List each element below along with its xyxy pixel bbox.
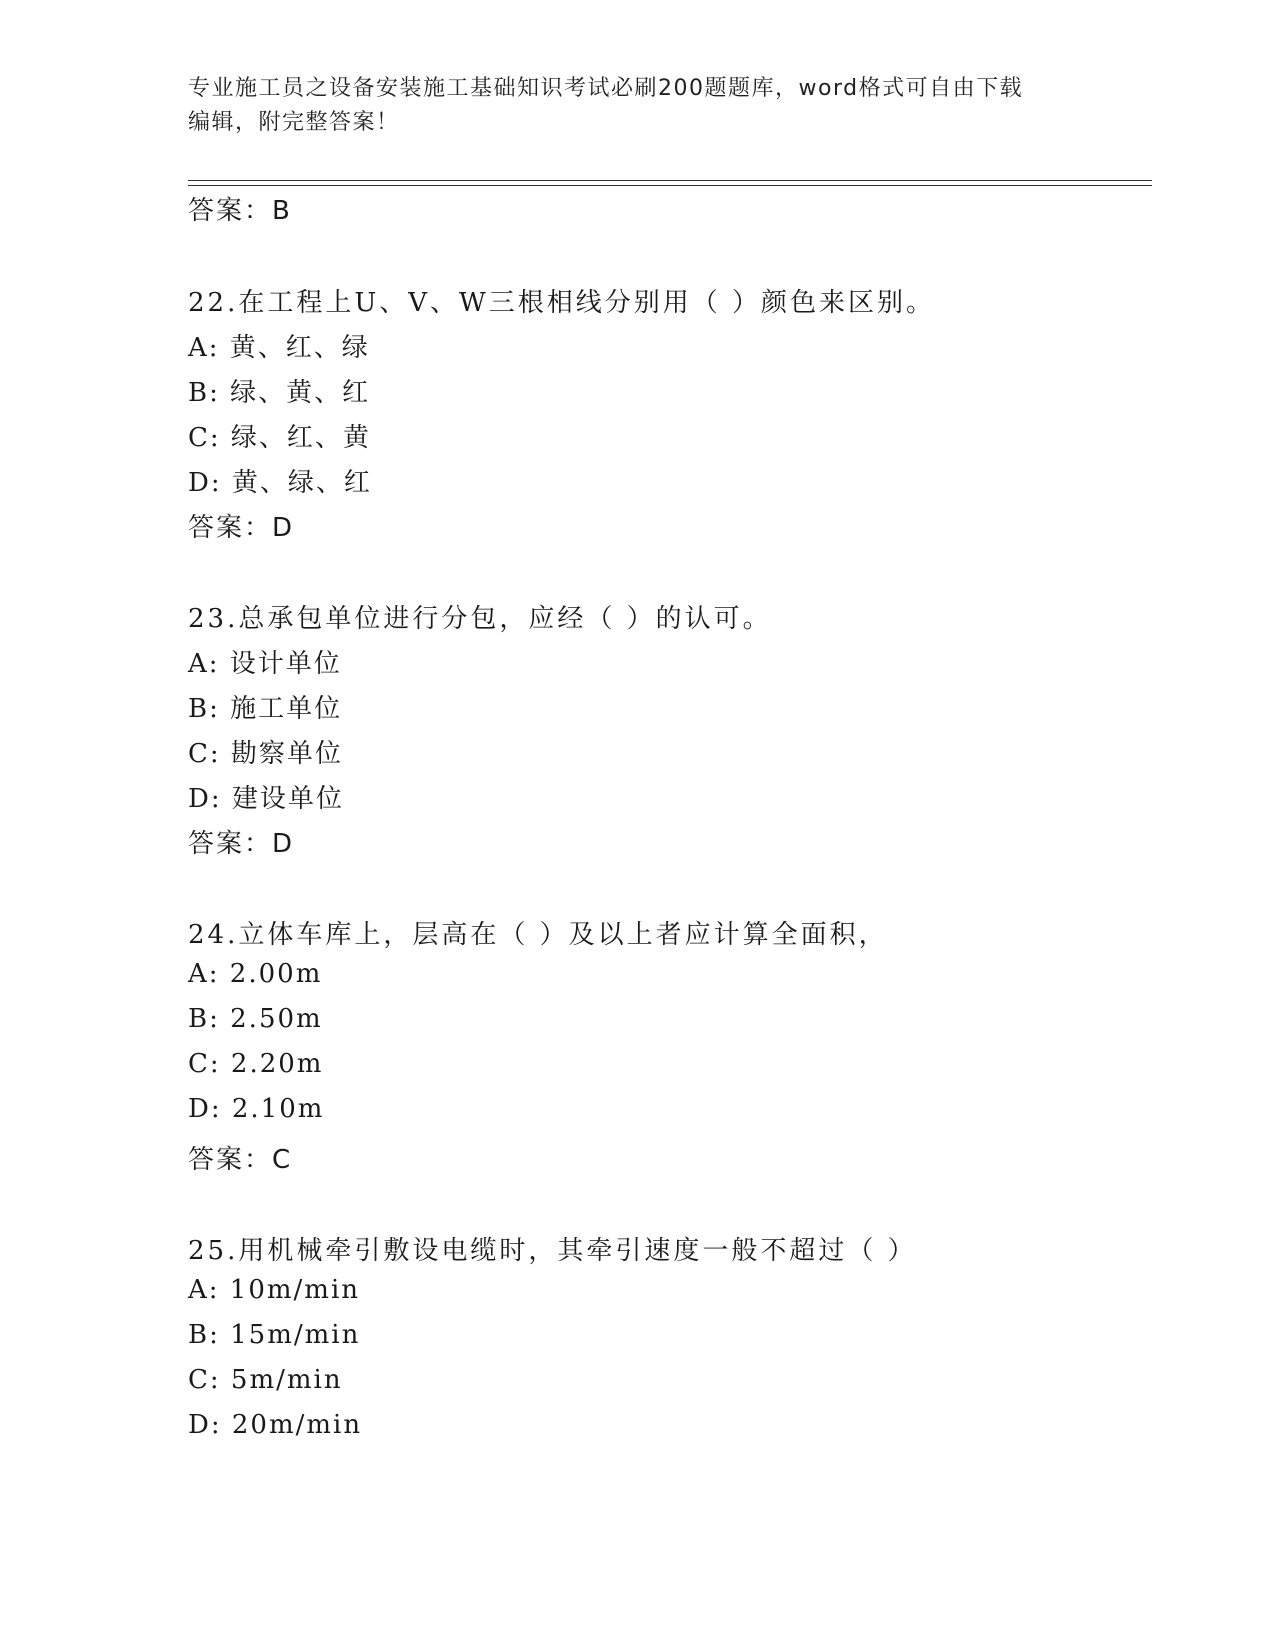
header-line-1: 专业施工员之设备安装施工基础知识考试必刷200题题库，word格式可自由下载 <box>188 76 1024 101</box>
question-25-option-d: D: 20m/min <box>188 1410 363 1440</box>
question-22-option-a: A: 黄、红、绿 <box>188 333 370 363</box>
header-line-2: 编辑，附完整答案！ <box>188 110 400 135</box>
question-23-option-d: D: 建设单位 <box>188 784 344 814</box>
document-header <box>188 72 1088 140</box>
question-25-option-c: C: 5m/min <box>188 1365 343 1395</box>
question-23-option-a: A: 设计单位 <box>188 649 342 679</box>
header-divider-bottom <box>188 185 1152 186</box>
question-25-option-a: A: 10m/min <box>188 1275 361 1305</box>
question-24-stem: 24.立体车库上，层高在（ ）及以上者应计算全面积， <box>188 920 888 950</box>
header-divider-top <box>188 180 1152 181</box>
question-23-option-b: B: 施工单位 <box>188 694 343 724</box>
question-24-answer: 答案：C <box>188 1145 293 1175</box>
question-25-option-b: B: 15m/min <box>188 1320 361 1350</box>
question-24-option-b: B: 2.50m <box>188 1004 323 1034</box>
question-22-option-d: D: 黄、绿、红 <box>188 468 372 498</box>
question-24-option-c: C: 2.20m <box>188 1049 324 1079</box>
question-22-option-c: C: 绿、红、黄 <box>188 423 371 453</box>
question-22-stem: 22.在工程上U、V、W三根相线分别用（ ）颜色来区别。 <box>188 288 936 318</box>
question-23-stem: 23.总承包单位进行分包，应经（ ）的认可。 <box>188 604 772 634</box>
question-24-option-a: A: 2.00m <box>188 959 323 989</box>
question-25-stem: 25.用机械牵引敷设电缆时，其牵引速度一般不超过（ ） <box>188 1236 917 1266</box>
question-24-option-d: D: 2.10m <box>188 1094 325 1124</box>
question-22-option-b: B: 绿、黄、红 <box>188 378 371 408</box>
previous-answer: 答案：B <box>188 196 292 226</box>
question-23-option-c: C: 勘察单位 <box>188 739 343 769</box>
question-22-answer: 答案：D <box>188 513 295 543</box>
question-23-answer: 答案：D <box>188 829 295 859</box>
